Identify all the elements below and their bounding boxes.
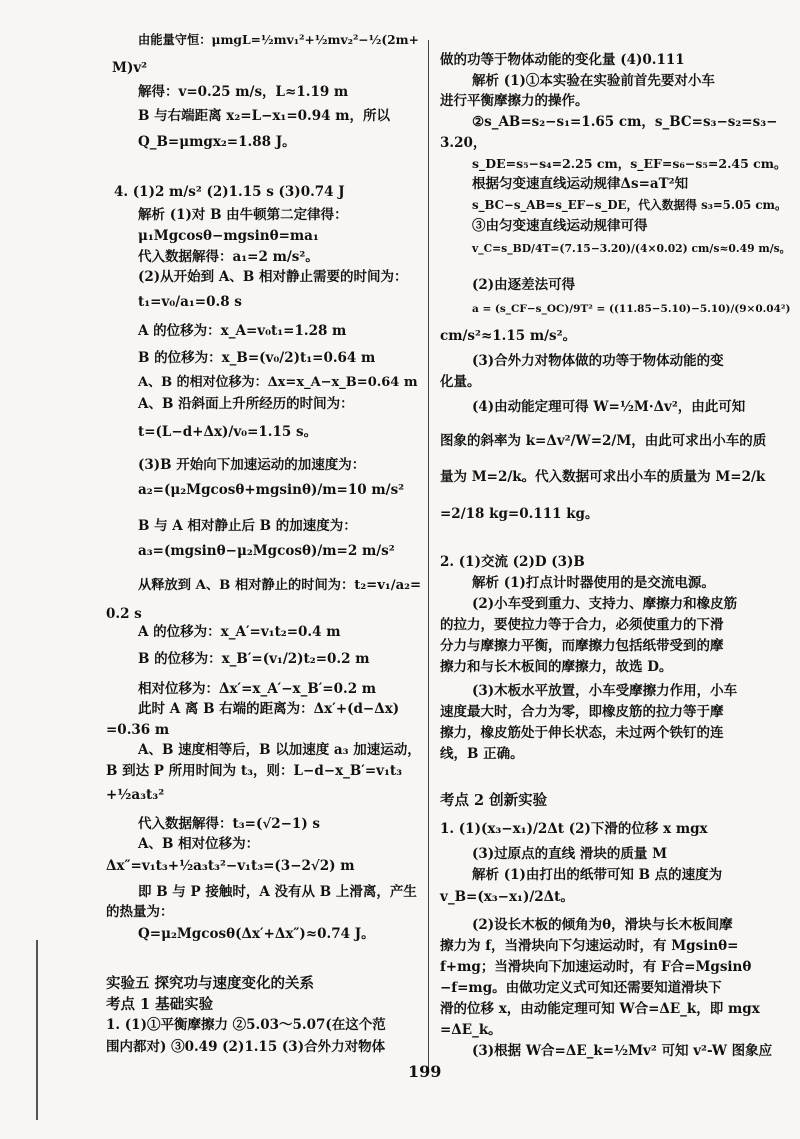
text-line: A 的位移为：x_A=v₀t₁=1.28 m (138, 323, 347, 339)
text-line: t=(L−d+Δx)/v₀=1.15 s。 (138, 424, 318, 440)
text-line: Q=μ₂Mgcosθ(Δx′+Δx″)≈0.74 J。 (138, 926, 375, 942)
text-line: B 的位移为：x_B=(v₀/2)t₁=0.64 m (138, 350, 376, 366)
text-line: A、B 沿斜面上升所经历的时间为： (138, 396, 354, 412)
text-line: 由能量守恒：μmgL=½mv₁²+½mv₂²−½(2m+ (138, 32, 419, 47)
text-line: (3)根据 W合=ΔE_k=½Mv² 可知 v²-W 图象应 (472, 1043, 773, 1059)
text-line: A、B 的相对位移为：Δx=x_A−x_B=0.64 m (138, 375, 418, 390)
text-line: 擦力，橡皮筋处于伸长状态，未过两个铁钉的连 (440, 725, 724, 741)
text-line: 1. (1)(x₃−x₁)/2Δt (2)下滑的位移 x mgx (440, 821, 708, 837)
text-line: 擦力为 f，当滑块向下匀速运动时，有 Mgsinθ= (440, 938, 739, 954)
text-line: a = (s_CF−s_OC)/9T² = ((11.85−5.10)−5.10)/(9×0.04²) (472, 303, 791, 315)
text-line: B 的位移为：x_B′=(v₁/2)t₂=0.2 m (138, 651, 370, 667)
text-line: =ΔE_k。 (440, 1022, 502, 1038)
text-line: (2)小车受到重力、支持力、摩擦力和橡皮筋 (472, 596, 738, 612)
text-line: 围内都对) ③0.49 (2)1.15 (3)合外力对物体 (106, 1039, 386, 1055)
text-line: 的拉力，要使拉力等于合力，必须使重力的下滑 (440, 617, 724, 633)
section-heading: 实验五 探究功与速度变化的关系 (106, 975, 315, 992)
text-line: 的热量为： (106, 904, 174, 920)
text-line: 量为 M=2/k。代入数据可求出小车的质量为 M=2/k (440, 469, 766, 485)
text-line: 滑的位移 x，由动能定理可知 W合=ΔE_k，即 mgx (440, 1001, 760, 1017)
text-line: 解析 (1)对 B 由牛顿第二定律得： (138, 207, 348, 223)
text-line: cm/s²≈1.15 m/s²。 (440, 328, 577, 344)
text-line: 相对位移为：Δx′=x_A′−x_B′=0.2 m (138, 681, 377, 697)
text-line: 即 B 与 P 接触时，A 没有从 B 上滑离，产生 (138, 884, 417, 900)
text-line: 解得：v=0.25 m/s，L≈1.19 m (138, 84, 349, 100)
text-line: s_DE=s₅−s₄=2.25 cm，s_EF=s₆−s₅=2.45 cm。 (472, 156, 787, 171)
text-line: 1. (1)①平衡摩擦力 ②5.03～5.07(在这个范 (106, 1017, 386, 1033)
text-line: 4. (1)2 m/s² (2)1.15 s (3)0.74 J (114, 184, 345, 200)
text-line: t₁=v₀/a₁=0.8 s (138, 294, 242, 310)
text-line: a₂=(μ₂Mgcosθ+mgsinθ)/m=10 m/s² (138, 482, 405, 498)
text-line: M)v² (112, 60, 148, 76)
text-line: (2)从开始到 A、B 相对静止需要的时间为： (138, 269, 408, 285)
text-line: 解析 (1)由打出的纸带可知 B 点的速度为 (472, 867, 723, 883)
text-line: v_C=s_BD/4T=(7.15−3.20)/(4×0.02) cm/s≈0.49 m/s。 (472, 242, 791, 255)
text-line: 解析 (1)①本实验在实验前首先要对小车 (472, 73, 715, 89)
text-line: (2)由逐差法可得 (472, 277, 576, 293)
text-line: (3)B 开始向下加速运动的加速度为： (138, 457, 366, 473)
text-line: B 到达 P 所用时间为 t₃，则：L−d−x_B′=v₁t₃ (106, 763, 403, 779)
page-number: 199 (408, 1062, 442, 1081)
text-line: s_BC−s_AB=s_EF−s_DE，代入数据得 s₃=5.05 cm。 (472, 198, 787, 212)
text-line: B 与 A 相对静止后 B 的加速度为： (138, 518, 357, 534)
section-heading: 考点 1 基础实验 (106, 996, 214, 1013)
text-line: 做的功等于物体动能的变化量 (4)0.111 (440, 52, 685, 68)
text-line: =0.36 m (106, 722, 170, 738)
text-line: 2. (1)交流 (2)D (3)B (440, 554, 585, 570)
text-line: 解析 (1)打点计时器使用的是交流电源。 (472, 575, 715, 591)
text-line: −f=mg。由做功定义式可知还需要知道滑块下 (440, 980, 722, 996)
text-line: v_B=(x₃−x₁)/2Δt。 (440, 889, 574, 905)
text-line: 线，B 正确。 (440, 746, 524, 762)
text-line: ③由匀变速直线运动规律可得 (472, 218, 648, 234)
text-line: 分力与摩擦力平衡，而摩擦力包括纸带受到的摩 (440, 638, 724, 654)
text-line: A、B 速度相等后，B 以加速度 a₃ 加速运动， (138, 742, 421, 758)
text-line: 速度最大时，合力为零，即橡皮筋的拉力等于摩 (440, 704, 724, 720)
text-line: 图象的斜率为 k=Δv²/W=2/M，由此可求出小车的质 (440, 433, 767, 449)
text-line: A 的位移为：x_A′=v₁t₂=0.4 m (138, 624, 341, 640)
text-line: 擦力和与长木板间的摩擦力，故选 D。 (440, 659, 673, 675)
text-line: μ₁Mgcosθ−mgsinθ=ma₁ (138, 228, 319, 244)
text-line: a₃=(mgsinθ−μ₂Mgcosθ)/m=2 m/s² (138, 543, 395, 559)
text-line: (3)过原点的直线 滑块的质量 M (472, 846, 668, 862)
text-line: 此时 A 离 B 右端的距离为：Δx′+(d−Δx) (138, 701, 400, 717)
text-line: f+mg；当滑块向下加速运动时，有 F合=Mgsinθ (440, 959, 752, 975)
text-line: 0.2 s (106, 606, 142, 622)
text-line: 代入数据解得：a₁=2 m/s²。 (138, 249, 319, 265)
text-line: 从释放到 A、B 相对静止的时间为：t₂=v₁/a₂= (138, 578, 422, 593)
text-line: ②s_AB=s₂−s₁=1.65 cm，s_BC=s₃−s₂=s₃− (472, 114, 778, 130)
text-line: 代入数据解得：t₃=(√2−1) s (138, 816, 321, 832)
text-line: (3)合外力对物体做的功等于物体动能的变 (472, 353, 724, 369)
text-line: Δx″=v₁t₃+½a₃t₃²−v₁t₃=(3−2√2) m (106, 858, 355, 874)
text-line: =2/18 kg=0.111 kg。 (440, 506, 599, 522)
text-line: (2)设长木板的倾角为θ，滑块与长木板间摩 (472, 917, 733, 933)
column-divider (428, 40, 429, 1070)
section-heading: 考点 2 创新实验 (440, 792, 548, 809)
margin-rule (36, 940, 38, 1120)
text-line: (4)由动能定理可得 W=½M·Δv²，由此可知 (472, 399, 746, 415)
text-line: A、B 相对位移为： (138, 836, 260, 852)
text-line: 化量。 (440, 374, 481, 390)
text-line: (3)木板水平放置，小车受摩擦力作用，小车 (472, 683, 738, 699)
text-line: +½a₃t₃² (106, 787, 165, 803)
text-line: B 与右端距离 x₂=L−x₁=0.94 m，所以 (138, 108, 391, 124)
text-line: Q_B=μmgx₂=1.88 J。 (138, 134, 296, 150)
text-line: 进行平衡摩擦力的操作。 (440, 93, 589, 109)
text-line: 3.20， (440, 135, 487, 151)
text-line: 根据匀变速直线运动规律Δs=aT²知 (472, 176, 689, 192)
